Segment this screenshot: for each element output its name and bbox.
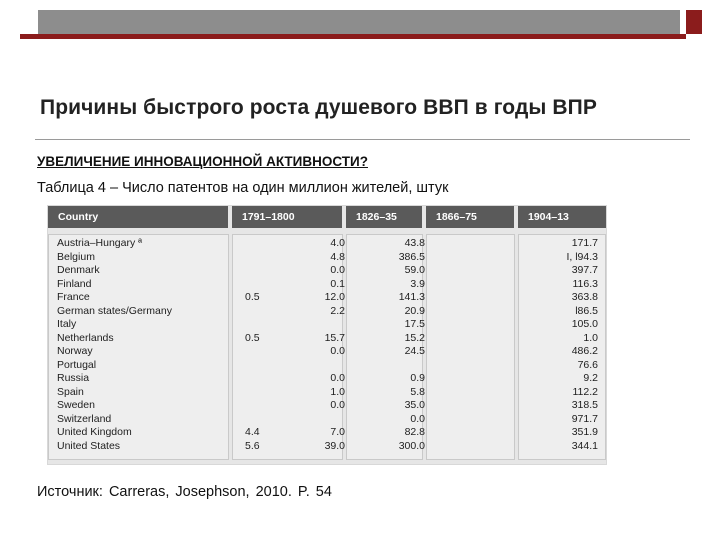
cell-1904: 76.6 xyxy=(577,358,598,371)
cell-1866: 82.8 xyxy=(404,426,425,438)
cell-country: Russia xyxy=(57,372,90,384)
cell-1826: 0.0 xyxy=(330,345,345,357)
cell-country: Portugal xyxy=(57,358,97,371)
cell-country: Switzerland xyxy=(57,412,112,425)
cell-country: Finland xyxy=(57,277,92,290)
table-row xyxy=(48,318,606,331)
table-header-row xyxy=(48,206,606,228)
cell-country: Spain xyxy=(57,385,84,398)
cell-1904: 397.7 xyxy=(571,264,598,276)
cell-1904: 971.7 xyxy=(571,412,598,425)
cell-1866: 59.0 xyxy=(404,264,425,276)
cell-1866: 3.9 xyxy=(410,277,425,290)
title-divider xyxy=(35,139,690,140)
cell-country: United States xyxy=(57,439,121,452)
cell-country: German states/Germany xyxy=(57,304,172,317)
cell-1791: 5.6 xyxy=(245,439,260,452)
cell-1791: 4.4 xyxy=(245,426,260,438)
table-row xyxy=(48,251,606,264)
cell-1904: 171.7 xyxy=(571,237,598,249)
cell-1826: 15.7 xyxy=(324,331,345,344)
cell-1904: I, l94.3 xyxy=(566,250,598,263)
cell-1826: 1.0 xyxy=(330,385,345,398)
cell-1866: 300.0 xyxy=(398,439,425,452)
cell-country: Sweden xyxy=(57,399,95,411)
table-row xyxy=(48,399,606,412)
table-row xyxy=(48,372,606,385)
cell-country: United Kingdom xyxy=(57,426,132,438)
cell-country: Netherlands xyxy=(57,331,114,344)
section-heading: УВЕЛИЧЕНИЕ ИННОВАЦИОННОЙ АКТИВНОСТИ? xyxy=(37,154,368,169)
cell-1904: 116.3 xyxy=(572,277,598,290)
table-row xyxy=(48,305,606,318)
cell-1791: 0.5 xyxy=(245,331,260,344)
cell-country: Belgium xyxy=(57,250,95,263)
header-1826-35: 1826–35 xyxy=(356,211,397,223)
cell-1826: 0.0 xyxy=(330,399,345,411)
table-row xyxy=(48,386,606,399)
cell-1826: 0.1 xyxy=(330,277,345,290)
source-citation: Источник: Carreras, Josephson, 2010. P. 54 xyxy=(37,484,332,500)
cell-country: Austria–Hungary ª xyxy=(57,237,143,249)
cell-1826: 7.0 xyxy=(330,426,345,438)
table-row xyxy=(48,264,606,277)
cell-1866: 386.5 xyxy=(398,250,425,263)
cell-1904: 318.5 xyxy=(571,399,598,411)
top-accent-square xyxy=(686,10,702,34)
cell-1904: 351.9 xyxy=(571,426,598,438)
table-row xyxy=(48,278,606,291)
table-row xyxy=(48,426,606,439)
cell-1826: 4.0 xyxy=(330,237,345,249)
cell-1866: 5.8 xyxy=(410,385,425,398)
cell-1904: 344.1 xyxy=(571,439,598,452)
top-decorative-bar xyxy=(20,10,680,34)
table-row xyxy=(48,413,606,426)
table-row xyxy=(48,332,606,345)
cell-1904: 486.2 xyxy=(571,345,598,357)
table-caption: Таблица 4 – Число патентов на один миллион жителей, штук xyxy=(37,180,449,196)
cell-1866: 35.0 xyxy=(404,399,425,411)
cell-1866: 0.9 xyxy=(410,372,425,384)
cell-1904: 105.0 xyxy=(571,318,598,330)
cell-country: Norway xyxy=(57,345,93,357)
patents-table xyxy=(47,205,607,465)
header-1866-75: 1866–75 xyxy=(436,211,477,223)
cell-1826: 4.8 xyxy=(330,250,345,263)
cell-1866: 20.9 xyxy=(404,304,425,317)
header-1791-1800: 1791–1800 xyxy=(242,211,295,223)
cell-1866: 17.5 xyxy=(404,318,425,330)
cell-1826: 0.0 xyxy=(330,372,345,384)
cell-1826: 2.2 xyxy=(330,304,345,317)
table-row xyxy=(48,359,606,372)
table-row xyxy=(48,345,606,358)
cell-1866: 141.3 xyxy=(398,291,425,303)
top-accent-line xyxy=(20,34,686,39)
cell-1826: 39.0 xyxy=(324,439,345,452)
table-row xyxy=(48,291,606,304)
header-1904-13: 1904–13 xyxy=(528,211,569,223)
cell-1904: 363.8 xyxy=(571,291,598,303)
cell-1791: 0.5 xyxy=(245,291,260,303)
cell-1826: 0.0 xyxy=(330,264,345,276)
header-country: Country xyxy=(58,211,99,223)
top-bar-notch xyxy=(20,10,38,34)
cell-1866: 0.0 xyxy=(410,412,425,425)
cell-country: France xyxy=(57,291,90,303)
cell-country: Italy xyxy=(57,318,77,330)
cell-1866: 43.8 xyxy=(404,237,425,249)
cell-1866: 15.2 xyxy=(404,331,425,344)
cell-1826: 12.0 xyxy=(324,291,345,303)
cell-1904: l86.5 xyxy=(575,304,598,317)
table-row xyxy=(48,237,606,250)
cell-1904: 9.2 xyxy=(583,372,598,384)
cell-1866: 24.5 xyxy=(404,345,425,357)
table-row xyxy=(48,440,606,453)
cell-1904: 112.2 xyxy=(572,385,598,398)
cell-1904: 1.0 xyxy=(583,331,598,344)
cell-country: Denmark xyxy=(57,264,100,276)
slide-title: Причины быстрого роста душевого ВВП в годы ВПР xyxy=(40,96,597,119)
